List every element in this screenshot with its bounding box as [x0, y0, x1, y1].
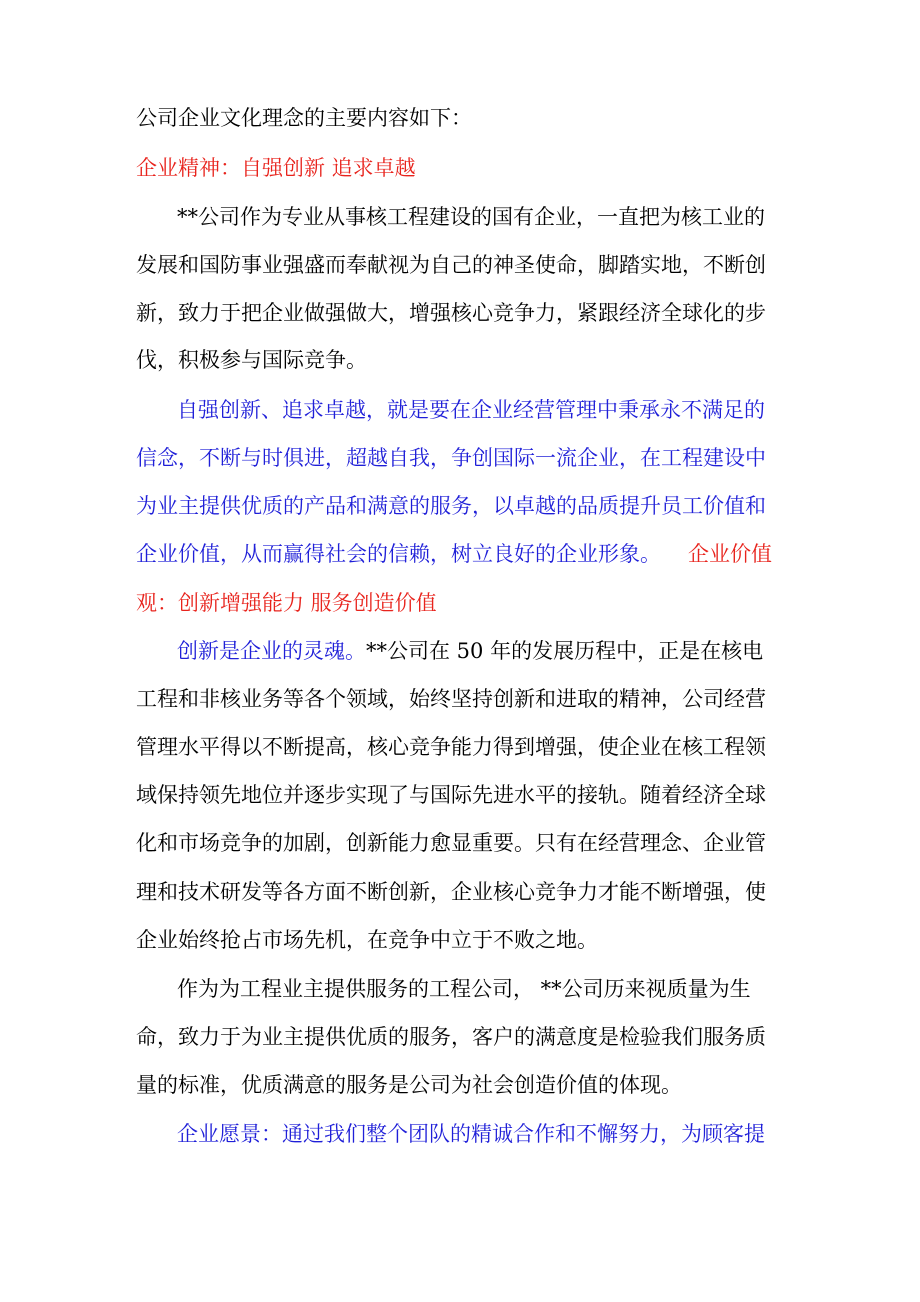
- paragraph-line: 管理水平得以不断提高，核心竞争能力得到增强，使企业在核工程领: [136, 735, 766, 759]
- paragraph-line: 作为为工程业主提供服务的工程公司， **公司历来视质量为生: [177, 977, 751, 1001]
- innovation-text: **公司在 50 年的发展历程中，正是在核电: [366, 639, 764, 663]
- paragraph-line: 工程和非核业务等各个领域，始终坚持创新和进取的精神，公司经营: [136, 687, 766, 711]
- paragraph-line: 信念，不断与时俱进，超越自我，争创国际一流企业，在工程建设中: [136, 446, 766, 470]
- paragraph-line: 企业始终抢占市场先机，在竞争中立于不败之地。: [136, 928, 598, 952]
- paragraph-line: 自强创新、追求卓越，就是要在企业经营管理中秉承永不满足的: [177, 398, 765, 422]
- paragraph-line: 命，致力于为业主提供优质的服务，客户的满意度是检验我们服务质: [136, 1025, 766, 1049]
- enterprise-values-heading-start: 企业价值: [688, 542, 772, 566]
- paragraph-line: 理和技术研发等各方面不断创新，企业核心竞争力才能不断增强，使: [136, 880, 766, 904]
- paragraph-line: 新，致力于把企业做强做大，增强核心竞争力，紧跟经济全球化的步: [136, 301, 766, 325]
- enterprise-spirit-heading: 企业精神：自强创新 追求卓越: [136, 156, 416, 180]
- intro-line: 公司企业文化理念的主要内容如下：: [136, 106, 472, 130]
- paragraph-line: 为业主提供优质的产品和满意的服务，以卓越的品质提升员工价值和: [136, 494, 766, 518]
- paragraph-line: 发展和国防事业强盛而奉献视为自己的神圣使命，脚踏实地，不断创: [136, 253, 766, 277]
- paragraph-line: **公司作为专业从事核工程建设的国有企业，一直把为核工业的: [177, 205, 765, 229]
- innovation-lead-text: 创新是企业的灵魂。: [177, 639, 366, 663]
- enterprise-values-heading: 观：创新增强能力 服务创造价值: [136, 591, 437, 615]
- paragraph-line: [177, 638, 920, 664]
- paragraph-line: 企业价值，从而赢得社会的信赖，树立良好的企业形象。: [136, 542, 661, 566]
- enterprise-vision-line: 企业愿景：通过我们整个团队的精诚合作和不懈努力，为顾客提: [177, 1122, 765, 1146]
- paragraph-line: 域保持领先地位并逐步实现了与国际先进水平的接轨。随着经济全球: [136, 783, 766, 807]
- paragraph-line: 化和市场竞争的加剧，创新能力愈显重要。只有在经营理念、企业管: [136, 831, 766, 855]
- paragraph-line: 伐，积极参与国际竞争。: [136, 348, 367, 372]
- paragraph-line: 量的标准，优质满意的服务是公司为社会创造价值的体现。: [136, 1073, 682, 1097]
